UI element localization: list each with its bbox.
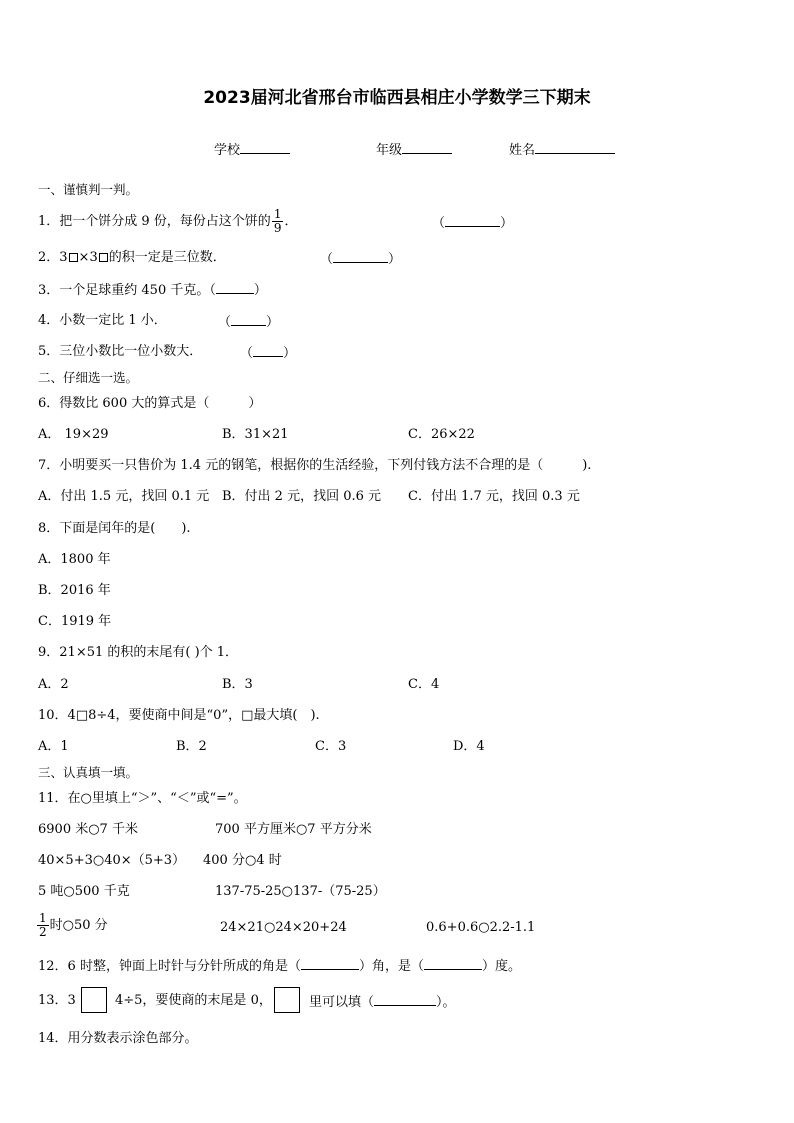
name-label: 姓名 [509, 143, 536, 158]
q11-item-3a[interactable]: 5 吨○500 千克 [38, 884, 130, 899]
q11-item-3b[interactable]: 137-75-25○137-（75-25） [215, 884, 386, 899]
q8-option-b[interactable]: B．2016 年 [38, 583, 111, 598]
q11-item-1a[interactable]: 6900 米○7 千米 [38, 822, 138, 837]
fraction-1-2: $\frac{1}{2}$ [39, 911, 47, 939]
question-13-mid: 4÷5，要使商的末尾是 0， [115, 993, 272, 1008]
question-12: 12．6 时整，钟面上时针与分针所成的角是（ ）角，是（ ）度。 [38, 959, 521, 974]
question-11: 11．在○里填上“＞”、“＜”或“=”。 [38, 791, 247, 806]
q10-option-d[interactable]: D．4 [453, 739, 485, 754]
q11-item-4b[interactable]: 24×21○24×20+24 [220, 920, 347, 935]
q10-option-c[interactable]: C．3 [315, 739, 347, 754]
answer-blank-13[interactable] [374, 993, 436, 1006]
grade-field[interactable] [376, 141, 452, 159]
q11-item-2b[interactable]: 400 分○4 时 [203, 853, 282, 868]
q7-option-a[interactable]: A．付出 1.5 元，找回 0.1 元 [38, 489, 210, 504]
question-10: 10．4□8÷4，要使商中间是“0”，□最大填( ). [38, 708, 320, 723]
question-13-tail: 里可以填（ ）。 [309, 995, 456, 1010]
q10-option-b[interactable]: B．2 [176, 739, 207, 754]
section-2-heading: 二、仔细选一选。 [38, 370, 139, 385]
section-1-heading: 一、谨慎判一判。 [38, 182, 139, 197]
q11-item-2a[interactable]: 40×5+3○40×（5+3） [38, 853, 186, 868]
question-6: 6．得数比 600 大的算式是（ ） [38, 396, 262, 411]
answer-blank-12a[interactable] [301, 957, 359, 970]
grade-label: 年级 [376, 143, 403, 158]
q6-option-a[interactable]: A． 19×29 [38, 427, 109, 442]
q9-option-a[interactable]: A．2 [38, 677, 69, 692]
q11-item-1b[interactable]: 700 平方厘米○7 平方分米 [215, 822, 372, 837]
square-icon [99, 253, 108, 262]
square-icon [69, 253, 78, 262]
answer-box-13a[interactable] [81, 987, 107, 1013]
fraction-1-9: $\frac{1}{9}$ [273, 207, 282, 235]
answer-box-13b[interactable] [274, 987, 300, 1013]
q7-option-b[interactable]: B．付出 2 元，找回 0.6 元 [222, 489, 382, 504]
q6-option-c[interactable]: C．26×22 [408, 427, 475, 442]
question-5: 5．三位小数比一位小数大． [38, 344, 203, 359]
school-field[interactable] [214, 141, 290, 159]
q9-option-c[interactable]: C．4 [408, 677, 440, 692]
question-3: 3．一个足球重约 450 千克。（ ） [38, 283, 267, 298]
question-13-prefix: 13．3 [38, 993, 76, 1008]
question-9: 9．21×51 的积的末尾有( )个 1． [38, 645, 239, 660]
q10-option-a[interactable]: A．1 [38, 739, 69, 754]
name-field[interactable] [509, 141, 615, 159]
q11-item-4a[interactable]: $\frac{1}{2}$ 时○50 分 [39, 911, 108, 939]
question-7: 7．小明要买一只售价为 1.4 元的钢笔，根据你的生活经验，下列付钱方法不合理的是（ ). [38, 458, 592, 473]
q8-option-c[interactable]: C．1919 年 [38, 614, 112, 629]
page-title: 2023届河北省邢台市临西县相庄小学数学三下期末 [203, 88, 591, 108]
answer-blank-2[interactable]: （ ） [320, 252, 402, 267]
section-3-heading: 三、认真填一填。 [38, 765, 139, 780]
answer-blank-3[interactable] [216, 281, 254, 294]
question-14: 14．用分数表示涂色部分。 [38, 1031, 198, 1046]
q7-option-c[interactable]: C．付出 1.7 元，找回 0.3 元 [408, 489, 580, 504]
q8-option-a[interactable]: A．1800 年 [38, 552, 111, 567]
school-label: 学校 [214, 143, 241, 158]
q9-option-b[interactable]: B．3 [222, 677, 253, 692]
question-2: 2．3 ×3 的积一定是三位数． [38, 250, 226, 265]
question-1: 1．把一个饼分成 9 份，每份占这个饼的 $\frac{1}{9}$ ． [38, 207, 298, 235]
question-8: 8．下面是闰年的是( ). [38, 521, 191, 536]
answer-blank-1[interactable]: （ ） [432, 216, 514, 231]
answer-blank-4[interactable]: （ ） [218, 315, 280, 330]
answer-blank-5[interactable]: （ ） [240, 346, 297, 361]
q11-item-4c[interactable]: 0.6+0.6○2.2-1.1 [426, 920, 536, 935]
q6-option-b[interactable]: B．31×21 [222, 427, 289, 442]
answer-blank-12b[interactable] [424, 957, 482, 970]
question-4: 4．小数一定比 1 小． [38, 313, 167, 328]
